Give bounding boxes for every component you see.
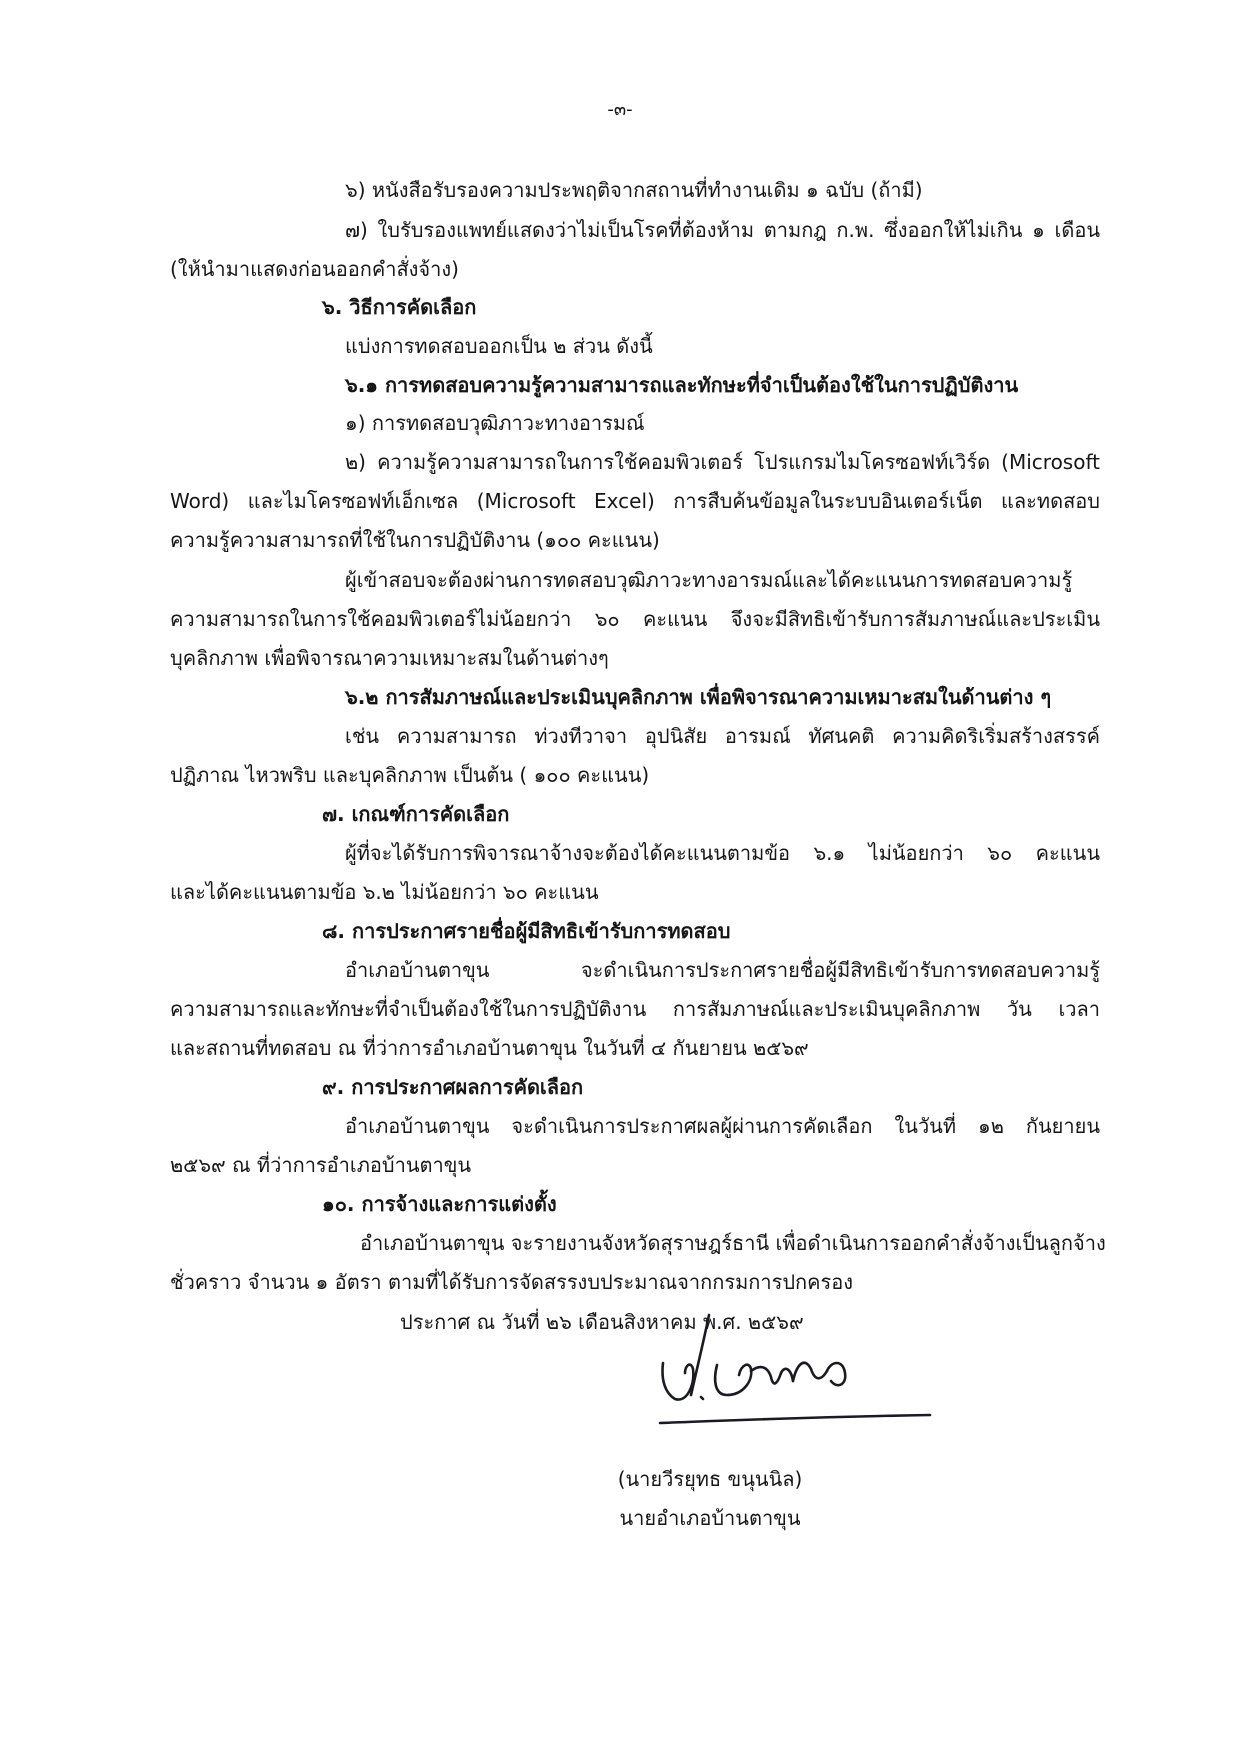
signatory-name: (นายวีรยุทธ ขนุนนิล) — [617, 1467, 803, 1491]
section-10-heading: ๑๐. การจ้างและการแต่งตั้ง — [322, 1192, 557, 1216]
section-8-text-line-2: ความสามารถและทักษะที่จำเป็นต้องใช้ในการปฏิบัติงาน การสัมภาษณ์และประเมินบุคลิกภาพ วัน เวลา — [170, 997, 1100, 1021]
item-6-text: ๖) หนังสือรับรองความประพฤติจากสถานที่ทำงานเดิม ๑ ฉบับ (ถ้ามี) — [345, 178, 923, 202]
section-6-1-item-2-line-2: Word) และไมโครซอฟท์เอ็กเซล (Microsoft Excel) การสืบค้นข้อมูลในระบบอินเตอร์เน็ต และทดสอบ — [170, 489, 1100, 513]
item-7-continuation: (ให้นำมาแสดงก่อนออกคำสั่งจ้าง) — [170, 257, 459, 281]
section-6-1-paragraph-line-2: ความสามารถในการใช้คอมพิวเตอร์ไม่น้อยกว่า ๖๐ คะแนน จึงจะมีสิทธิเข้ารับการสัมภาษณ์และประเมิน — [170, 607, 1100, 631]
section-6-1-item-2-line-3: ความรู้ความสามารถที่ใช้ในการปฏิบัติงาน (๑๐๐ คะแนน) — [170, 528, 660, 552]
section-8-text: อำเภอบ้านตาขุน จะดำเนินการประกาศรายชื่อผู้มีสิทธิเข้ารับการทดสอบความรู้ — [345, 958, 1100, 982]
section-6-2-text: เช่น ความสามารถ ท่วงทีวาจา อุปนิสัย อารมณ์ ทัศนคติ ความคิดริเริ่มสร้างสรรค์ — [345, 724, 1100, 748]
section-6-1-paragraph: ผู้เข้าสอบจะต้องผ่านการทดสอบวุฒิภาวะทางอารมณ์และได้คะแนนการทดสอบความรู้ — [345, 568, 1073, 592]
handwritten-signature — [655, 1285, 935, 1450]
announcement-date: ประกาศ ณ วันที่ ๒๖ เดือนสิงหาคม พ.ศ. ๒๕๖๙ — [400, 1310, 804, 1334]
section-10-text: อำเภอบ้านตาขุน จะรายงานจังหวัดสุราษฎร์ธานี เพื่อดำเนินการออกคำสั่งจ้างเป็นลูกจ้าง — [360, 1231, 1106, 1255]
section-8-text-line-3: และสถานที่ทดสอบ ณ ที่ว่าการอำเภอบ้านตาขุน ในวันที่ ๔ กันยายน ๒๕๖๙ — [170, 1036, 809, 1060]
page-number: -๓- — [607, 99, 633, 120]
section-6-1-item-2: ๒) ความรู้ความสามารถในการใช้คอมพิวเตอร์ โปรแกรมไมโครซอฟท์เวิร์ด (Microsoft — [345, 450, 1100, 474]
item-7-text: ๗) ใบรับรองแพทย์แสดงว่าไม่เป็นโรคที่ต้องห้าม ตามกฎ ก.พ. ซึ่งออกให้ไม่เกิน ๑ เดือน — [345, 218, 1100, 242]
section-7-text: ผู้ที่จะได้รับการพิจารณาจ้างจะต้องได้คะแนนตามข้อ ๖.๑ ไม่น้อยกว่า ๖๐ คะแนน — [345, 841, 1100, 865]
section-6-2-heading: ๖.๒ การสัมภาษณ์และประเมินบุคลิกภาพ เพื่อพิจารณาความเหมาะสมในด้านต่าง ๆ — [345, 685, 1052, 709]
section-10-text-line-2: ชั่วคราว จำนวน ๑ อัตรา ตามที่ได้รับการจัดสรรงบประมาณจากกรมการปกครอง — [170, 1270, 854, 1294]
section-9-heading: ๙. การประกาศผลการคัดเลือก — [322, 1075, 584, 1099]
section-6-2-text-line-2: ปฏิภาณ ไหวพริบ และบุคลิกภาพ เป็นต้น ( ๑๐๐ คะแนน) — [170, 763, 650, 787]
section-7-text-line-2: และได้คะแนนตามข้อ ๖.๒ ไม่น้อยกว่า ๖๐ คะแนน — [170, 880, 599, 904]
section-6-1-paragraph-line-3: บุคลิกภาพ เพื่อพิจารณาความเหมาะสมในด้านต่างๆ — [170, 646, 609, 670]
section-9-text: อำเภอบ้านตาขุน จะดำเนินการประกาศผลผู้ผ่านการคัดเลือก ในวันที่ ๑๒ กันยายน — [345, 1114, 1100, 1138]
section-6-heading: ๖. วิธีการคัดเลือก — [322, 295, 477, 319]
section-6-intro: แบ่งการทดสอบออกเป็น ๒ ส่วน ดังนี้ — [345, 334, 653, 358]
section-8-heading: ๘. การประกาศรายชื่อผู้มีสิทธิเข้ารับการทดสอบ — [322, 919, 731, 943]
section-9-text-line-2: ๒๕๖๙ ณ ที่ว่าการอำเภอบ้านตาขุน — [170, 1153, 472, 1177]
signatory-position: นายอำเภอบ้านตาขุน — [619, 1506, 801, 1530]
section-6-1-heading: ๖.๑ การทดสอบความรู้ความสามารถและทักษะที่จำเป็นต้องใช้ในการปฏิบัติงาน — [345, 373, 1019, 397]
section-6-1-item-1: ๑) การทดสอบวุฒิภาวะทางอารมณ์ — [345, 411, 645, 435]
section-7-heading: ๗. เกณฑ์การคัดเลือก — [322, 802, 510, 826]
